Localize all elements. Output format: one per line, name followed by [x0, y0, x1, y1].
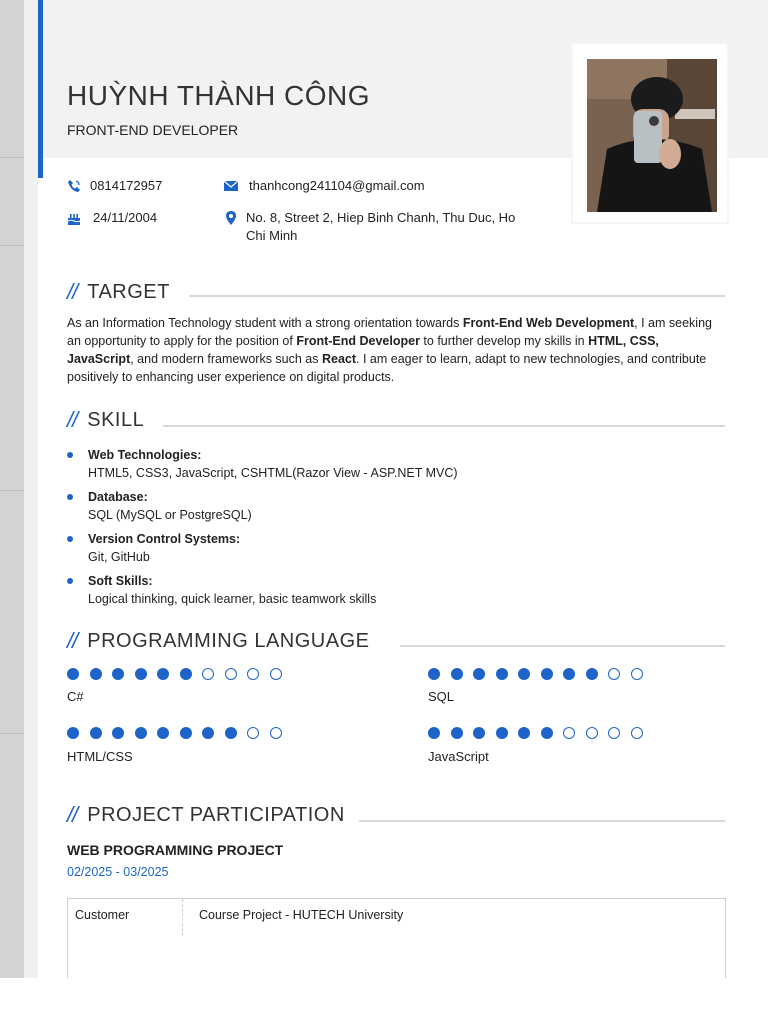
target-highlight: Front-End Web Development — [462, 316, 635, 330]
table-divider — [182, 899, 183, 936]
language-name: C# — [67, 689, 84, 704]
page-bottom — [0, 978, 768, 1024]
target-text: to further develop my skills in — [419, 334, 589, 348]
rating-dot-filled — [563, 668, 575, 680]
language-name: SQL — [428, 689, 455, 704]
section-slash-icon: // — [67, 407, 78, 432]
cake-icon — [66, 210, 82, 226]
rating-dot-filled — [157, 668, 169, 680]
target-highlight: React — [321, 352, 357, 366]
project-detail-table — [67, 898, 726, 980]
rating-dot-empty — [563, 727, 575, 739]
rating-dot-filled — [180, 668, 192, 680]
section-title-skill — [67, 407, 144, 433]
birthday: 24/11/2004 — [93, 210, 158, 225]
language-name: JavaScript — [428, 749, 489, 764]
rating-dot-filled — [135, 727, 147, 739]
rating-dot-empty — [202, 668, 214, 680]
skill-heading: Version Control Systems: — [88, 532, 241, 546]
email-address: thanhcong241104@gmail.com — [249, 178, 425, 193]
target-text: As an Information Technology student with a strong orientation towards — [67, 316, 463, 330]
skill-item — [67, 488, 667, 524]
rating-dot-filled — [112, 668, 124, 680]
rating-dot-filled — [518, 727, 530, 739]
rating-dot-filled — [518, 668, 530, 680]
candidate-role: FRONT-END DEVELOPER — [67, 122, 239, 138]
section-slash-icon: // — [67, 802, 78, 827]
rating-dot-filled — [225, 727, 237, 739]
section-title-text: SKILL — [87, 408, 145, 431]
section-rule — [189, 295, 725, 297]
project-field-value: Course Project - HUTECH University — [199, 908, 404, 922]
bullet-icon — [67, 452, 73, 458]
skill-heading: Database: — [88, 490, 148, 504]
rating-dot-empty — [225, 668, 237, 680]
rating-dot-filled — [90, 727, 102, 739]
skill-detail: Logical thinking, quick learner, basic teamwork skills — [88, 592, 377, 606]
rating-dot-empty — [631, 668, 643, 680]
section-title-text: PROGRAMMING LANGUAGE — [87, 629, 370, 652]
section-title-text: PROJECT PARTICIPATION — [87, 803, 345, 826]
left-gutter — [24, 0, 38, 978]
language-name: HTML/CSS — [67, 749, 133, 764]
strip-divider — [0, 157, 24, 158]
rating-dot-filled — [473, 668, 485, 680]
rating-dot-empty — [608, 727, 620, 739]
section-slash-icon: // — [67, 628, 78, 653]
target-text: . I am eager to learn, adapt to new technologies, and contribute positively to enhancing user experience on digital products. — [67, 352, 707, 384]
rating-dot-filled — [135, 668, 147, 680]
rating-dot-filled — [451, 727, 463, 739]
bullet-icon — [67, 494, 73, 500]
skill-item — [67, 446, 667, 482]
left-strip — [0, 0, 24, 978]
rating-dot-filled — [67, 668, 79, 680]
rating-dot-empty — [247, 668, 259, 680]
location-pin-icon — [223, 210, 239, 226]
strip-divider — [0, 245, 24, 246]
envelope-icon — [223, 178, 239, 194]
accent-bar — [38, 0, 43, 178]
project-date: 02/2025 - 03/2025 — [67, 865, 169, 879]
rating-dot-filled — [428, 668, 440, 680]
rating-dot-filled — [180, 727, 192, 739]
section-title-projects — [67, 802, 345, 828]
rating-dot-filled — [496, 668, 508, 680]
skill-rating-dots — [428, 727, 653, 739]
skill-item — [67, 530, 667, 566]
skill-rating-dots — [67, 668, 292, 680]
strip-divider — [0, 733, 24, 734]
section-title-text: TARGET — [87, 280, 170, 303]
rating-dot-filled — [451, 668, 463, 680]
section-slash-icon: // — [67, 279, 78, 304]
target-text: , I am seeking an opportunity to apply for the position of — [67, 316, 712, 348]
rating-dot-empty — [247, 727, 259, 739]
rating-dot-filled — [473, 727, 485, 739]
section-title-target — [67, 279, 170, 305]
rating-dot-empty — [586, 727, 598, 739]
rating-dot-filled — [496, 727, 508, 739]
project-title: WEB PROGRAMMING PROJECT — [67, 842, 284, 858]
project-field-label: Customer — [75, 908, 130, 922]
rating-dot-filled — [202, 727, 214, 739]
rating-dot-empty — [631, 727, 643, 739]
rating-dot-filled — [67, 727, 79, 739]
skill-heading: Web Technologies: — [88, 448, 202, 462]
skill-rating-dots — [67, 727, 292, 739]
rating-dot-filled — [90, 668, 102, 680]
target-paragraph — [67, 314, 727, 386]
skill-heading: Soft Skills: — [88, 574, 153, 588]
skill-detail: Git, GitHub — [88, 550, 150, 564]
section-rule — [163, 425, 725, 427]
section-rule — [359, 820, 725, 822]
bullet-icon — [67, 536, 73, 542]
target-highlight: Front-End Developer — [296, 334, 420, 348]
rating-dot-empty — [270, 727, 282, 739]
profile-photo-frame — [571, 42, 729, 224]
profile-photo — [587, 59, 717, 212]
rating-dot-empty — [608, 668, 620, 680]
phone-icon — [66, 178, 82, 194]
skill-rating-dots — [428, 668, 653, 680]
phone-number: 0814172957 — [90, 178, 163, 193]
address: No. 8, Street 2, Hiep Binh Chanh, Thu Duc, Ho Chi Minh — [246, 210, 516, 243]
rating-dot-filled — [541, 727, 553, 739]
skill-detail: HTML5, CSS3, JavaScript, CSHTML(Razor View - ASP.NET MVC) — [88, 466, 458, 480]
skill-detail: SQL (MySQL or PostgreSQL) — [88, 508, 252, 522]
bullet-icon — [67, 578, 73, 584]
target-highlight: HTML, CSS, JavaScript — [67, 334, 659, 366]
rating-dot-filled — [586, 668, 598, 680]
strip-divider — [0, 490, 24, 491]
target-text: , and modern frameworks such as — [130, 352, 322, 366]
rating-dot-filled — [428, 727, 440, 739]
section-rule — [400, 645, 725, 647]
skill-item — [67, 572, 667, 608]
candidate-name: HUỲNH THÀNH CÔNG — [67, 80, 371, 111]
rating-dot-empty — [270, 668, 282, 680]
rating-dot-filled — [541, 668, 553, 680]
section-title-programming — [67, 628, 370, 654]
rating-dot-filled — [112, 727, 124, 739]
rating-dot-filled — [157, 727, 169, 739]
